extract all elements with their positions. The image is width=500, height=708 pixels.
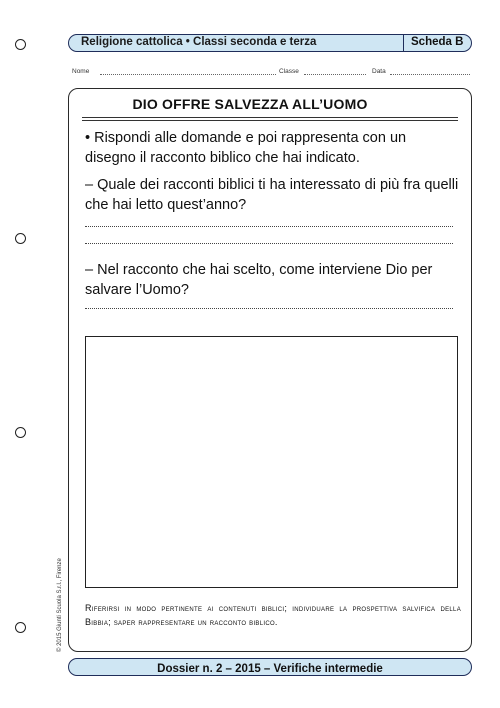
answer-line[interactable] <box>85 308 453 309</box>
title-rule <box>82 120 458 121</box>
footer-bar <box>68 658 472 676</box>
date-label: Data <box>372 68 386 75</box>
class-label: Classe <box>279 68 299 75</box>
header-title: Religione cattolica • Classi seconda e terza <box>81 36 317 48</box>
sheet-label: Scheda B <box>411 36 464 48</box>
binder-hole <box>15 427 26 438</box>
question-1: – Quale dei racconti biblici ti ha interessato di più fra quelli che hai letto quest’anno? <box>85 177 459 213</box>
binder-hole <box>15 622 26 633</box>
header-divider <box>403 35 404 51</box>
question-2: – Nel racconto che hai scelto, come interviene Dio per salvare l’Uomo? <box>85 262 433 298</box>
answer-line[interactable] <box>85 226 453 227</box>
class-field[interactable] <box>304 74 366 75</box>
worksheet-title: DIO OFFRE SALVEZZA ALL’UOMO <box>132 96 368 112</box>
instruction-text: • Rispondi alle domande e poi rappresenta con un disegno il racconto biblico che hai indicato. <box>85 130 407 166</box>
date-field[interactable] <box>390 74 470 75</box>
footer-text: Dossier n. 2 – 2015 – Verifiche intermedie <box>157 663 383 675</box>
name-field[interactable] <box>100 74 276 75</box>
name-label: Nome <box>72 68 90 75</box>
learning-objectives: Riferirsi in modo pertinente ai contenuti biblici; individuare la prospettiva salvifica della Bibbia; saper rappresentare un racconto biblico. <box>85 603 461 627</box>
drawing-box[interactable] <box>85 336 458 588</box>
binder-hole <box>15 233 26 244</box>
answer-line[interactable] <box>85 243 453 244</box>
header-bar <box>68 34 472 52</box>
copyright-text: © 2015 Giunti Scuola S.r.l., Firenze <box>57 558 63 652</box>
title-rule <box>82 117 458 118</box>
binder-hole <box>15 39 26 50</box>
